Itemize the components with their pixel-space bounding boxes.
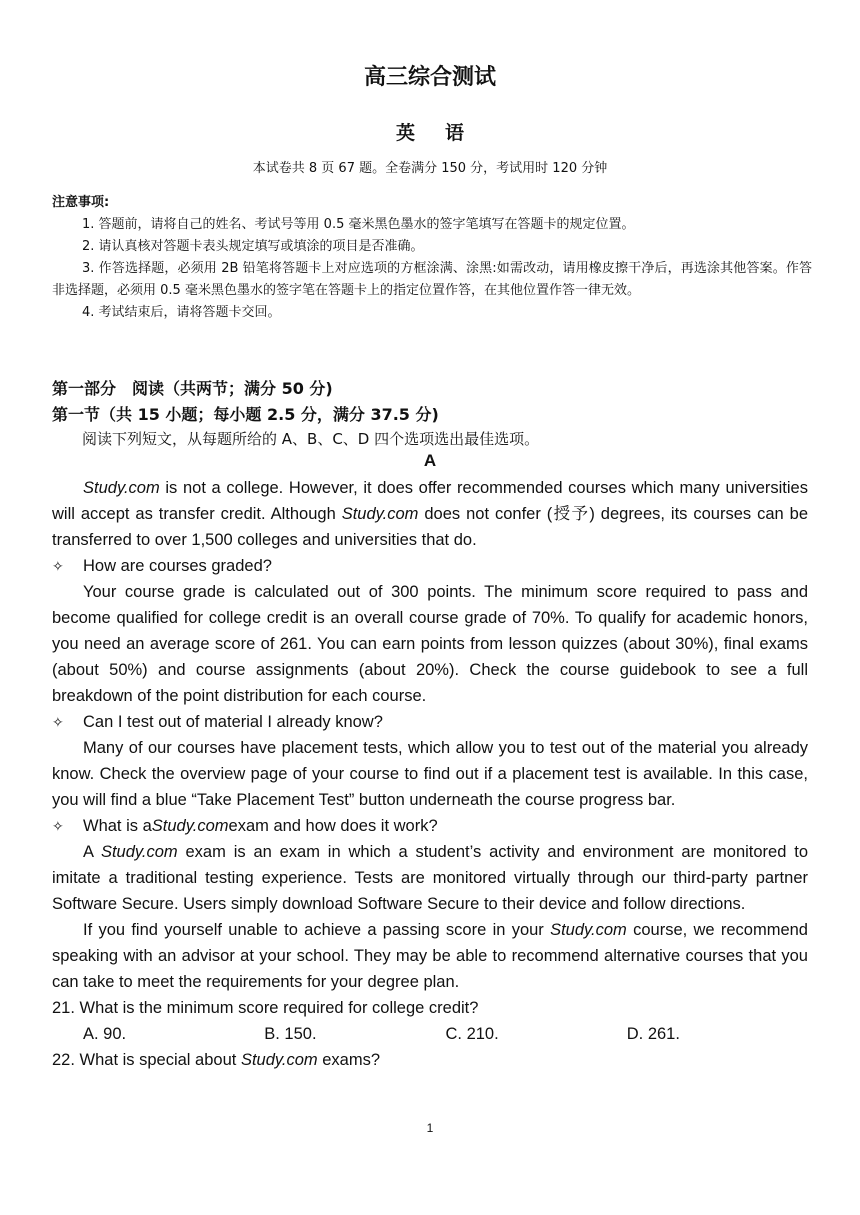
- passage-paragraph: [52, 839, 808, 917]
- paragraph-text: course, we recommend speaking with an advisor at your school. They may be able to recommend alternative courses that you can take to meet the requirements for your degree plan.: [52, 921, 808, 991]
- option-a: A. 90.: [83, 1025, 127, 1043]
- instruction-text: 阅读下列短文，从每题所给的 A、B、C、D 四个选项选出最佳选项。: [82, 430, 540, 448]
- paragraph-text: is not a college. However, it does offer recommended courses which many universities will accept as transfer credit. Although: [52, 479, 808, 523]
- question-text: 22. What is special about: [52, 1051, 241, 1069]
- section-heading: 第一节（共 15 小题；每小题 2.5 分，满分 37.5 分): [52, 405, 439, 424]
- part-heading: 第一部分 阅读（共两节；满分 50 分): [52, 379, 333, 398]
- exam-title: 高三综合测试: [363, 65, 496, 90]
- paragraph-text: A: [83, 843, 101, 861]
- faq-question-text: exam and how does it work?: [228, 817, 438, 835]
- passage-letter: A: [423, 451, 437, 470]
- subject-title: 英语: [395, 122, 494, 144]
- page-number: 1: [426, 1121, 434, 1135]
- faq-question: [52, 553, 808, 579]
- passage-paragraph: [52, 917, 808, 995]
- notice-block: [52, 192, 812, 324]
- site-name: Study.com: [83, 479, 160, 497]
- sparkle-bullet-icon: ✧: [52, 818, 64, 834]
- exam-subtitle: 本试卷共 8 页 67 题。全卷满分 150 分，考试用时 120 分钟: [252, 161, 608, 176]
- paragraph-text: exam is an exam in which a student’s activity and environment are monitored to imitate a traditional testing experience. Tests are monitored virtually through our third-party partner Software Secure. Users simply download Software Secure to their device and follow directions.: [52, 843, 808, 913]
- notice-item: 3. 作答选择题，必须用 2B 铅笔将答题卡上对应选项的方框涂满、涂黑:如需改动，请用橡皮擦干净后，再选涂其他答案。作答非选择题，必须用 0.5 毫米黑色墨水的签字笔在答题卡上的指定位置作答，在其他位置作答一律无效。: [52, 261, 812, 298]
- passage-paragraph: Many of our courses have placement tests, which allow you to test out of the material you already know. Check the overview page of your course to find out if a placement test is available. In this case, you will find a blue “Take Placement Test” button underneath the course progress bar.: [52, 739, 808, 809]
- notice-item: 2. 请认真核对答题卡表头规定填写或填涂的项目是否准确。: [82, 239, 424, 254]
- notice-item: 1. 答题前，请将自己的姓名、考试号等用 0.5 毫米黑色墨水的签字笔填写在答题卡的规定位置。: [82, 217, 635, 232]
- option-d: D. 261.: [626, 1025, 680, 1043]
- passage-body: [52, 475, 808, 1073]
- faq-question-text: Can I test out of material I already know?: [83, 713, 383, 731]
- option-b: B. 150.: [264, 1025, 317, 1043]
- site-name: Study.com: [240, 1051, 318, 1069]
- notice-item: 4. 考试结束后，请将答题卡交回。: [82, 305, 281, 320]
- answer-options: [52, 1021, 808, 1047]
- paragraph-text: If you find yourself unable to achieve a passing score in your: [83, 921, 551, 939]
- faq-question: [52, 709, 808, 735]
- faq-question: [52, 813, 808, 839]
- passage-paragraph: Your course grade is calculated out of 300 points. The minimum score required to pass and become qualified for college credit is an overall course grade of 70%. To qualify for academic honors, you need an average score of 261. You can earn points from lesson quizzes (about 30%), final exams (about 50%) and course assignments (about 20%). Check the course guidebook to see a full breakdown of the point distribution for each course.: [52, 583, 808, 705]
- question-text: exams?: [317, 1051, 381, 1069]
- site-name: Study.com: [100, 843, 178, 861]
- sparkle-bullet-icon: ✧: [52, 558, 64, 574]
- question-stem: 21. What is the minimum score required for college credit?: [52, 999, 479, 1017]
- site-name: Study.com: [341, 505, 419, 523]
- faq-question-text: How are courses graded?: [83, 557, 272, 575]
- question-stem: [52, 1047, 808, 1073]
- passage-paragraph: [52, 475, 808, 553]
- notice-heading: 注意事项:: [52, 195, 110, 210]
- paragraph-text: does not confer (授予) degrees, its courses can be transferred to over 1,500 colleges and universities that do.: [52, 505, 808, 549]
- faq-question-text: What is a: [83, 817, 152, 835]
- part-heading-block: [52, 376, 812, 428]
- site-name: Study.com: [151, 817, 229, 835]
- sparkle-bullet-icon: ✧: [52, 714, 64, 730]
- site-name: Study.com: [550, 921, 627, 939]
- option-c: C. 210.: [445, 1025, 499, 1043]
